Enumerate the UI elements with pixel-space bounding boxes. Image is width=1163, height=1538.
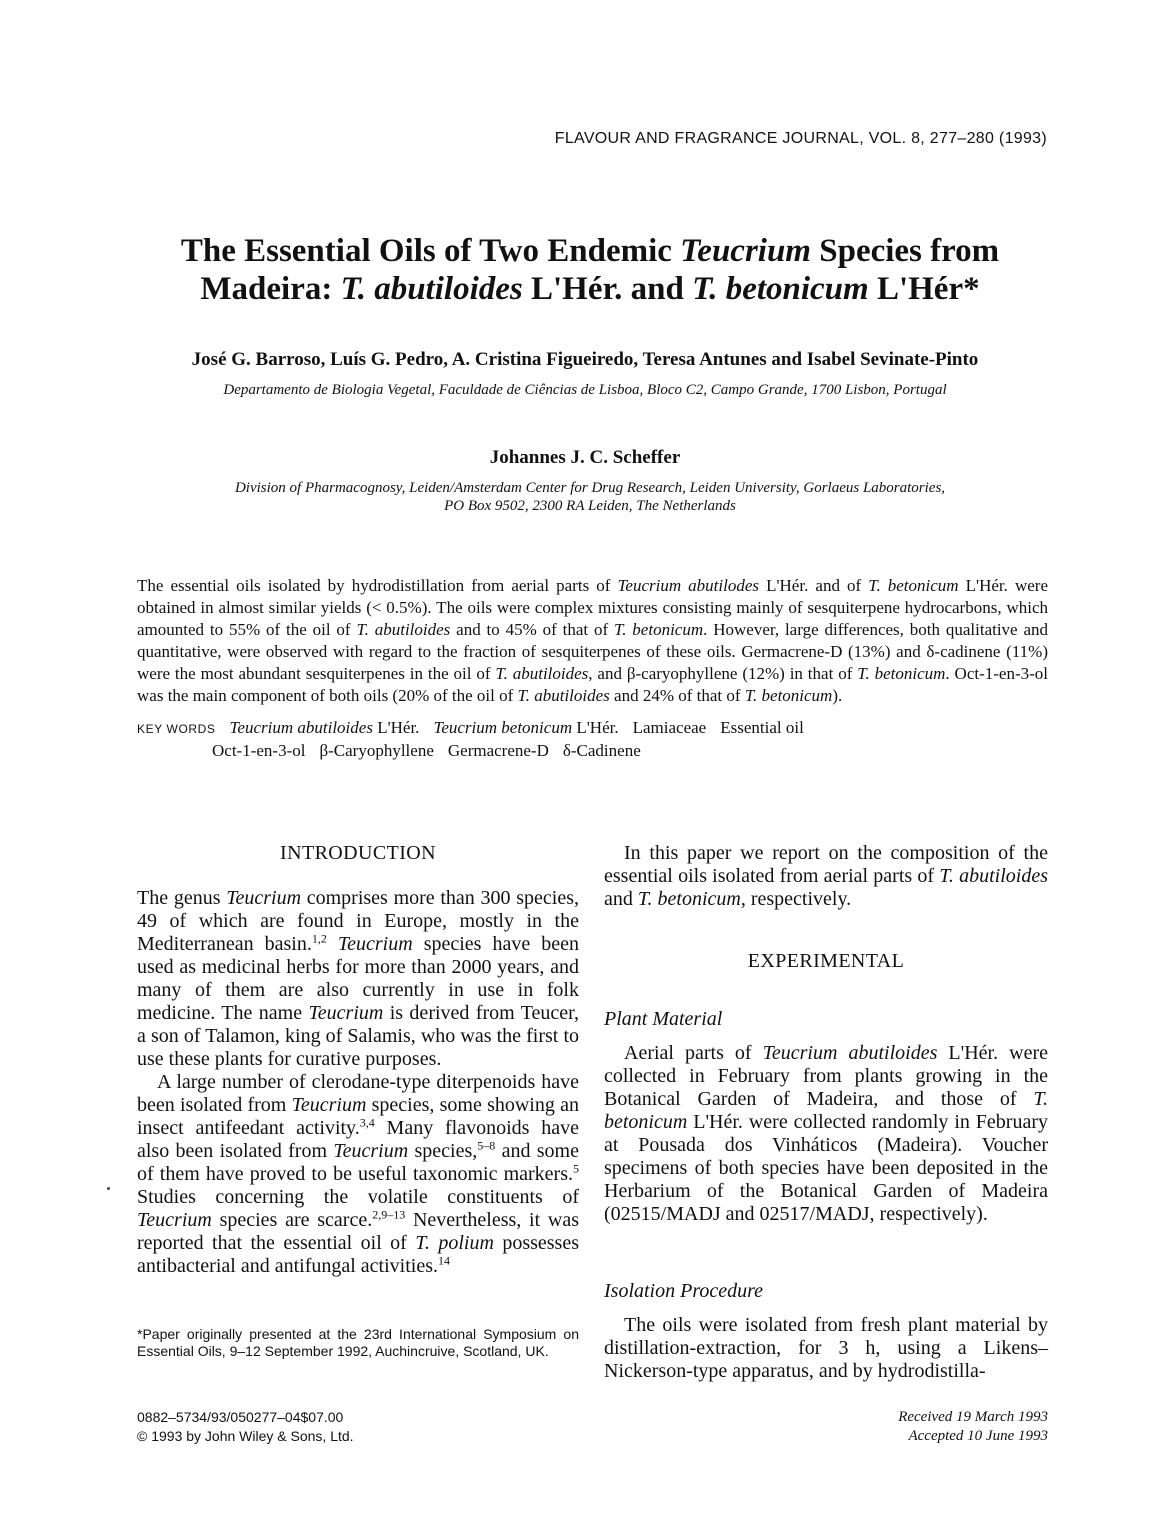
plant-material-body: Aerial parts of Teucrium abutiloides L'Hér. were collected in February from plants growing in the Botanical Garden of Madeira, and those of T. betonicum L'Hér. were collected randomly in February at Pousada dos Vinháticos (Madeira). Voucher specimens of both species have been deposited in the Herbarium of the Botanical Garden of Madeira (02515/MADJ and 02517/MADJ, respectively).: [604, 1042, 1048, 1225]
keyword: Lamiaceae: [632, 718, 707, 737]
author-scheffer: Johannes J. C. Scheffer: [489, 447, 681, 468]
keyword: Teucrium abutiloides L'Hér.: [229, 718, 420, 737]
author-list: José G. Barroso, Luís G. Pedro, A. Cristina Figueiredo, Teresa Antunes and Isabel Sevinate-Pinto: [191, 349, 979, 370]
keyword: Essential oil: [720, 718, 804, 737]
keyword: Teucrium betonicum L'Hér.: [433, 718, 619, 737]
keyword: Germacrene-D: [447, 741, 549, 760]
received-date: Received 19 March 1993: [898, 1409, 1048, 1425]
speck: [107, 1187, 110, 1190]
keyword: δ-Cadinene: [562, 741, 641, 760]
keyword: β-Caryophyllene: [319, 741, 434, 760]
keywords-label: KEY WORDS: [137, 722, 216, 736]
dates: [800, 1408, 1048, 1446]
accepted-date: Accepted 10 June 1993: [908, 1428, 1048, 1444]
keyword: Oct-1-en-3-ol: [212, 741, 306, 760]
intro-paragraph-2: A large number of clerodane-type diterpenoids have been isolated from Teucrium species, some showing an insect antifeedant activity.$^{3,4}$ Many flavonoids have also been isolated from Teucrium species,$^{5-8}$ and some of them have proved to be useful taxonomic markers.$^5$ Studies concerning the volatile constituents of Teucrium species are scarce.$^{2,9-13}$ Nevertheless, it was reported that the essential oil of T. polium possesses antibacterial and antifungal activities.$^{14}$: [137, 1071, 579, 1277]
plant-material-heading: Plant Material: [604, 1008, 723, 1030]
introduction-heading: INTRODUCTION: [280, 842, 436, 864]
affiliation-leiden: Division of Pharmacognosy, Leiden/Amsterdam Center for Drug Research, Leiden University, Gorlaeus Laboratories, PO Box 9502, 2300 RA Leiden, The Netherlands: [234, 480, 946, 514]
isolation-heading: Isolation Procedure: [604, 1280, 764, 1302]
keywords: [137, 717, 1048, 762]
intro-paragraph-3: In this paper we report on the composition of the essential oils isolated from aerial parts of T. abutiloides and T. betonicum, respectively.: [604, 842, 1048, 910]
intro-continued: [604, 842, 1048, 911]
intro-paragraph-1: The genus Teucrium comprises more than 300 species, 49 of which are found in Europe, mostly in the Mediterranean basin.$^{1,2}$ Teucrium species have been used as medicinal herbs for more than 2000 years, and many of them are also currently in use in folk medicine. The name Teucrium is derived from Teucer, a son of Talamon, king of Salamis, who was the first to use these plants for curative purposes.: [137, 887, 580, 1070]
introduction-body: [137, 887, 579, 1278]
footnote: *Paper originally presented at the 23rd International Symposium on Essential Oils, 9–12 September 1992, Auchincruive, Scotland, UK.: [137, 1326, 579, 1359]
issn-code: 0882–5734/93/050277–04$07.00: [137, 1409, 344, 1425]
isolation-body: The oils were isolated from fresh plant material by distillation-extraction, for 3 h, using a Likens–Nickerson-type apparatus, and by hydrodistilla-: [604, 1314, 1048, 1382]
paper-title: The Essential Oils of Two Endemic Teucrium Species from Madeira: T. abutiloides L'Hér. and T. betonicum L'Hér*: [180, 233, 1000, 307]
affiliation-lisbon: Departamento de Biologia Vegetal, Faculdade de Ciências de Lisboa, Bloco C2, Campo Grande, 1700 Lisbon, Portugal: [223, 382, 947, 398]
publication-info: [137, 1408, 354, 1446]
copyright: © 1993 by John Wiley & Sons, Ltd.: [137, 1428, 354, 1444]
experimental-heading: EXPERIMENTAL: [747, 950, 905, 972]
abstract: The essential oils isolated by hydrodistillation from aerial parts of Teucrium abutilodes L'Hér. and of T. betonicum L'Hér. were obtained in almost similar yields (< 0.5%). The oils were complex mixtures consisting mainly of sesquiterpene hydrocarbons, which amounted to 55% of the oil of T. abutiloides and to 45% of that of T. betonicum. However, large differences, both qualitative and quantitative, were observed with regard to the fraction of sesquiterpenes of these oils. Germacrene-D (13%) and δ-cadinene (11%) were the most abundant sesquiterpenes in the oil of T. abutiloides, and β-caryophyllene (12%) in that of T. betonicum. Oct-1-en-3-ol was the main component of both oils (20% of the oil of T. abutiloides and 24% of that of T. betonicum).: [137, 576, 1049, 705]
journal-header: FLAVOUR AND FRAGRANCE JOURNAL, VOL. 8, 277–280 (1993): [554, 130, 1047, 147]
